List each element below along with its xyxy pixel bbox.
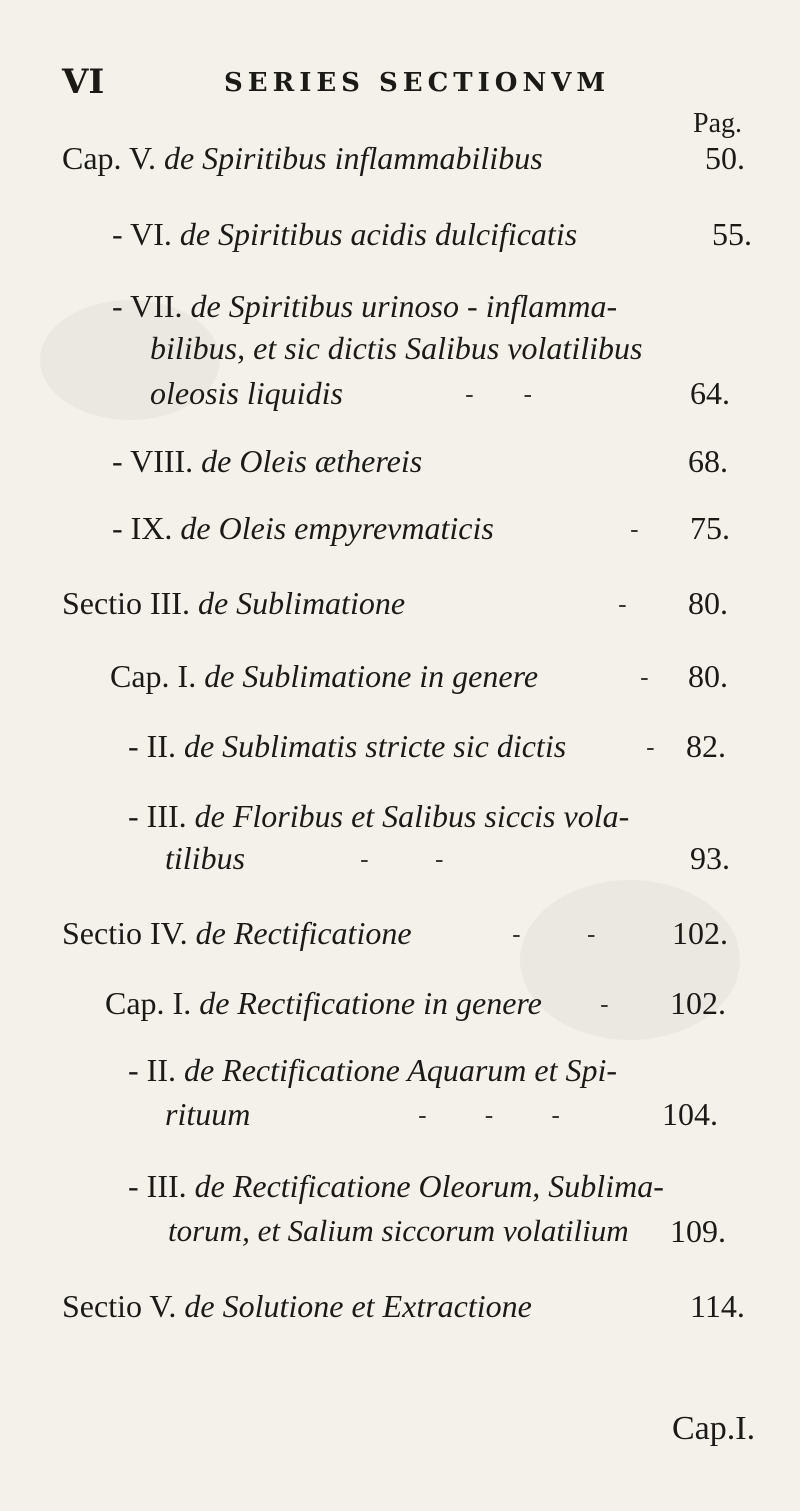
entry-title: de Spiritibus inflammabilibus [163,140,543,176]
section-label: Sectio III. [62,585,190,621]
entry-page: 93. [690,840,730,876]
entry-title: de Spiritibus urinoso - inflamma- [190,288,618,324]
section-title: de Rectificatione [195,915,412,951]
section-label: Sectio IV. [62,915,188,951]
entry-title-continued: rituum [165,1096,251,1132]
entry-label: - II. [128,728,176,764]
entry-label: - VII. [112,288,183,324]
leader-dash: - - [512,920,596,950]
entry-label: Cap. I. [110,658,197,694]
entry-label: Cap. V. [62,140,156,176]
running-title: SERIES SECTIONVM [224,68,611,98]
toc-entry [105,985,542,1022]
entry-title-continued: bilibus, et sic dictis Salibus volatilibus [150,330,643,366]
toc-section-entry [62,585,405,622]
entry-label: - III. [128,1168,187,1204]
entry-label: - VI. [112,216,172,252]
entry-page: 80. [688,585,728,621]
entry-label: - II. [128,1052,176,1088]
leader-dash: - [646,733,655,763]
entry-page: 109. [670,1213,726,1249]
entry-page: 102. [672,915,728,951]
toc-entry [112,510,494,547]
toc-entry [128,798,629,835]
toc-entry [112,216,577,253]
toc-entry [112,443,422,480]
entry-label: - IX. [112,510,173,546]
toc-entry [62,140,543,177]
entry-page: 104. [662,1096,718,1132]
entry-page: 75. [690,510,730,546]
entry-page: 64. [690,375,730,411]
toc-section-entry [62,1288,532,1325]
entry-title-continued: oleosis liquidis [150,375,343,411]
entry-title: de Floribus et Salibus siccis vola- [194,798,630,834]
toc-entry [128,728,566,765]
entry-title: de Sublimatione in genere [204,658,539,694]
entry-title-continued: tilibus [165,840,246,876]
entry-page: 68. [688,443,728,479]
page-header [62,62,682,102]
leader-dash: - [630,515,639,545]
entry-page: 82. [686,728,726,764]
leader-dash: - - - [418,1101,561,1131]
entry-title: de Sublimatis stricte sic dictis [183,728,567,764]
toc-entry [110,658,538,695]
entry-page: 50. [705,140,745,176]
leader-dash: - - [360,845,444,875]
entry-label: Cap. I. [105,985,192,1021]
entry-title: de Oleis empyrevmaticis [180,510,494,546]
entry-title: de Rectificatione Aquarum et Spi- [183,1052,618,1088]
leader-dash: - - [465,380,533,410]
entry-label: - III. [128,798,187,834]
toc-section-entry [62,915,412,952]
toc-entry [128,1052,617,1089]
section-title: de Sublimatione [197,585,406,621]
entry-title: de Spiritibus acidis dulcificatis [179,216,578,252]
entry-page: 102. [670,985,726,1021]
toc-entry [112,288,617,325]
entry-page: 114. [690,1288,745,1324]
entry-title: de Oleis æthereis [201,443,423,479]
leader-dash: - [618,590,627,620]
entry-label: - VIII. [112,443,194,479]
leader-dash: - [600,990,609,1020]
leader-dash: - [640,663,649,693]
toc-entry [128,1168,664,1205]
page-number: VI [62,62,105,102]
section-label: Sectio V. [62,1288,177,1324]
section-title: de Solutione et Extractione [184,1288,532,1324]
entry-title: de Rectificatione in genere [199,985,542,1021]
entry-page: 80. [688,658,728,694]
catchword: Cap.I. [672,1410,756,1447]
pag-column-label: Pag. [693,108,742,139]
entry-title: de Rectificatione Oleorum, Sublima- [194,1168,664,1204]
entry-page: 55. [712,216,752,252]
entry-title-continued: torum, et Salium siccorum volatilium [168,1213,629,1248]
